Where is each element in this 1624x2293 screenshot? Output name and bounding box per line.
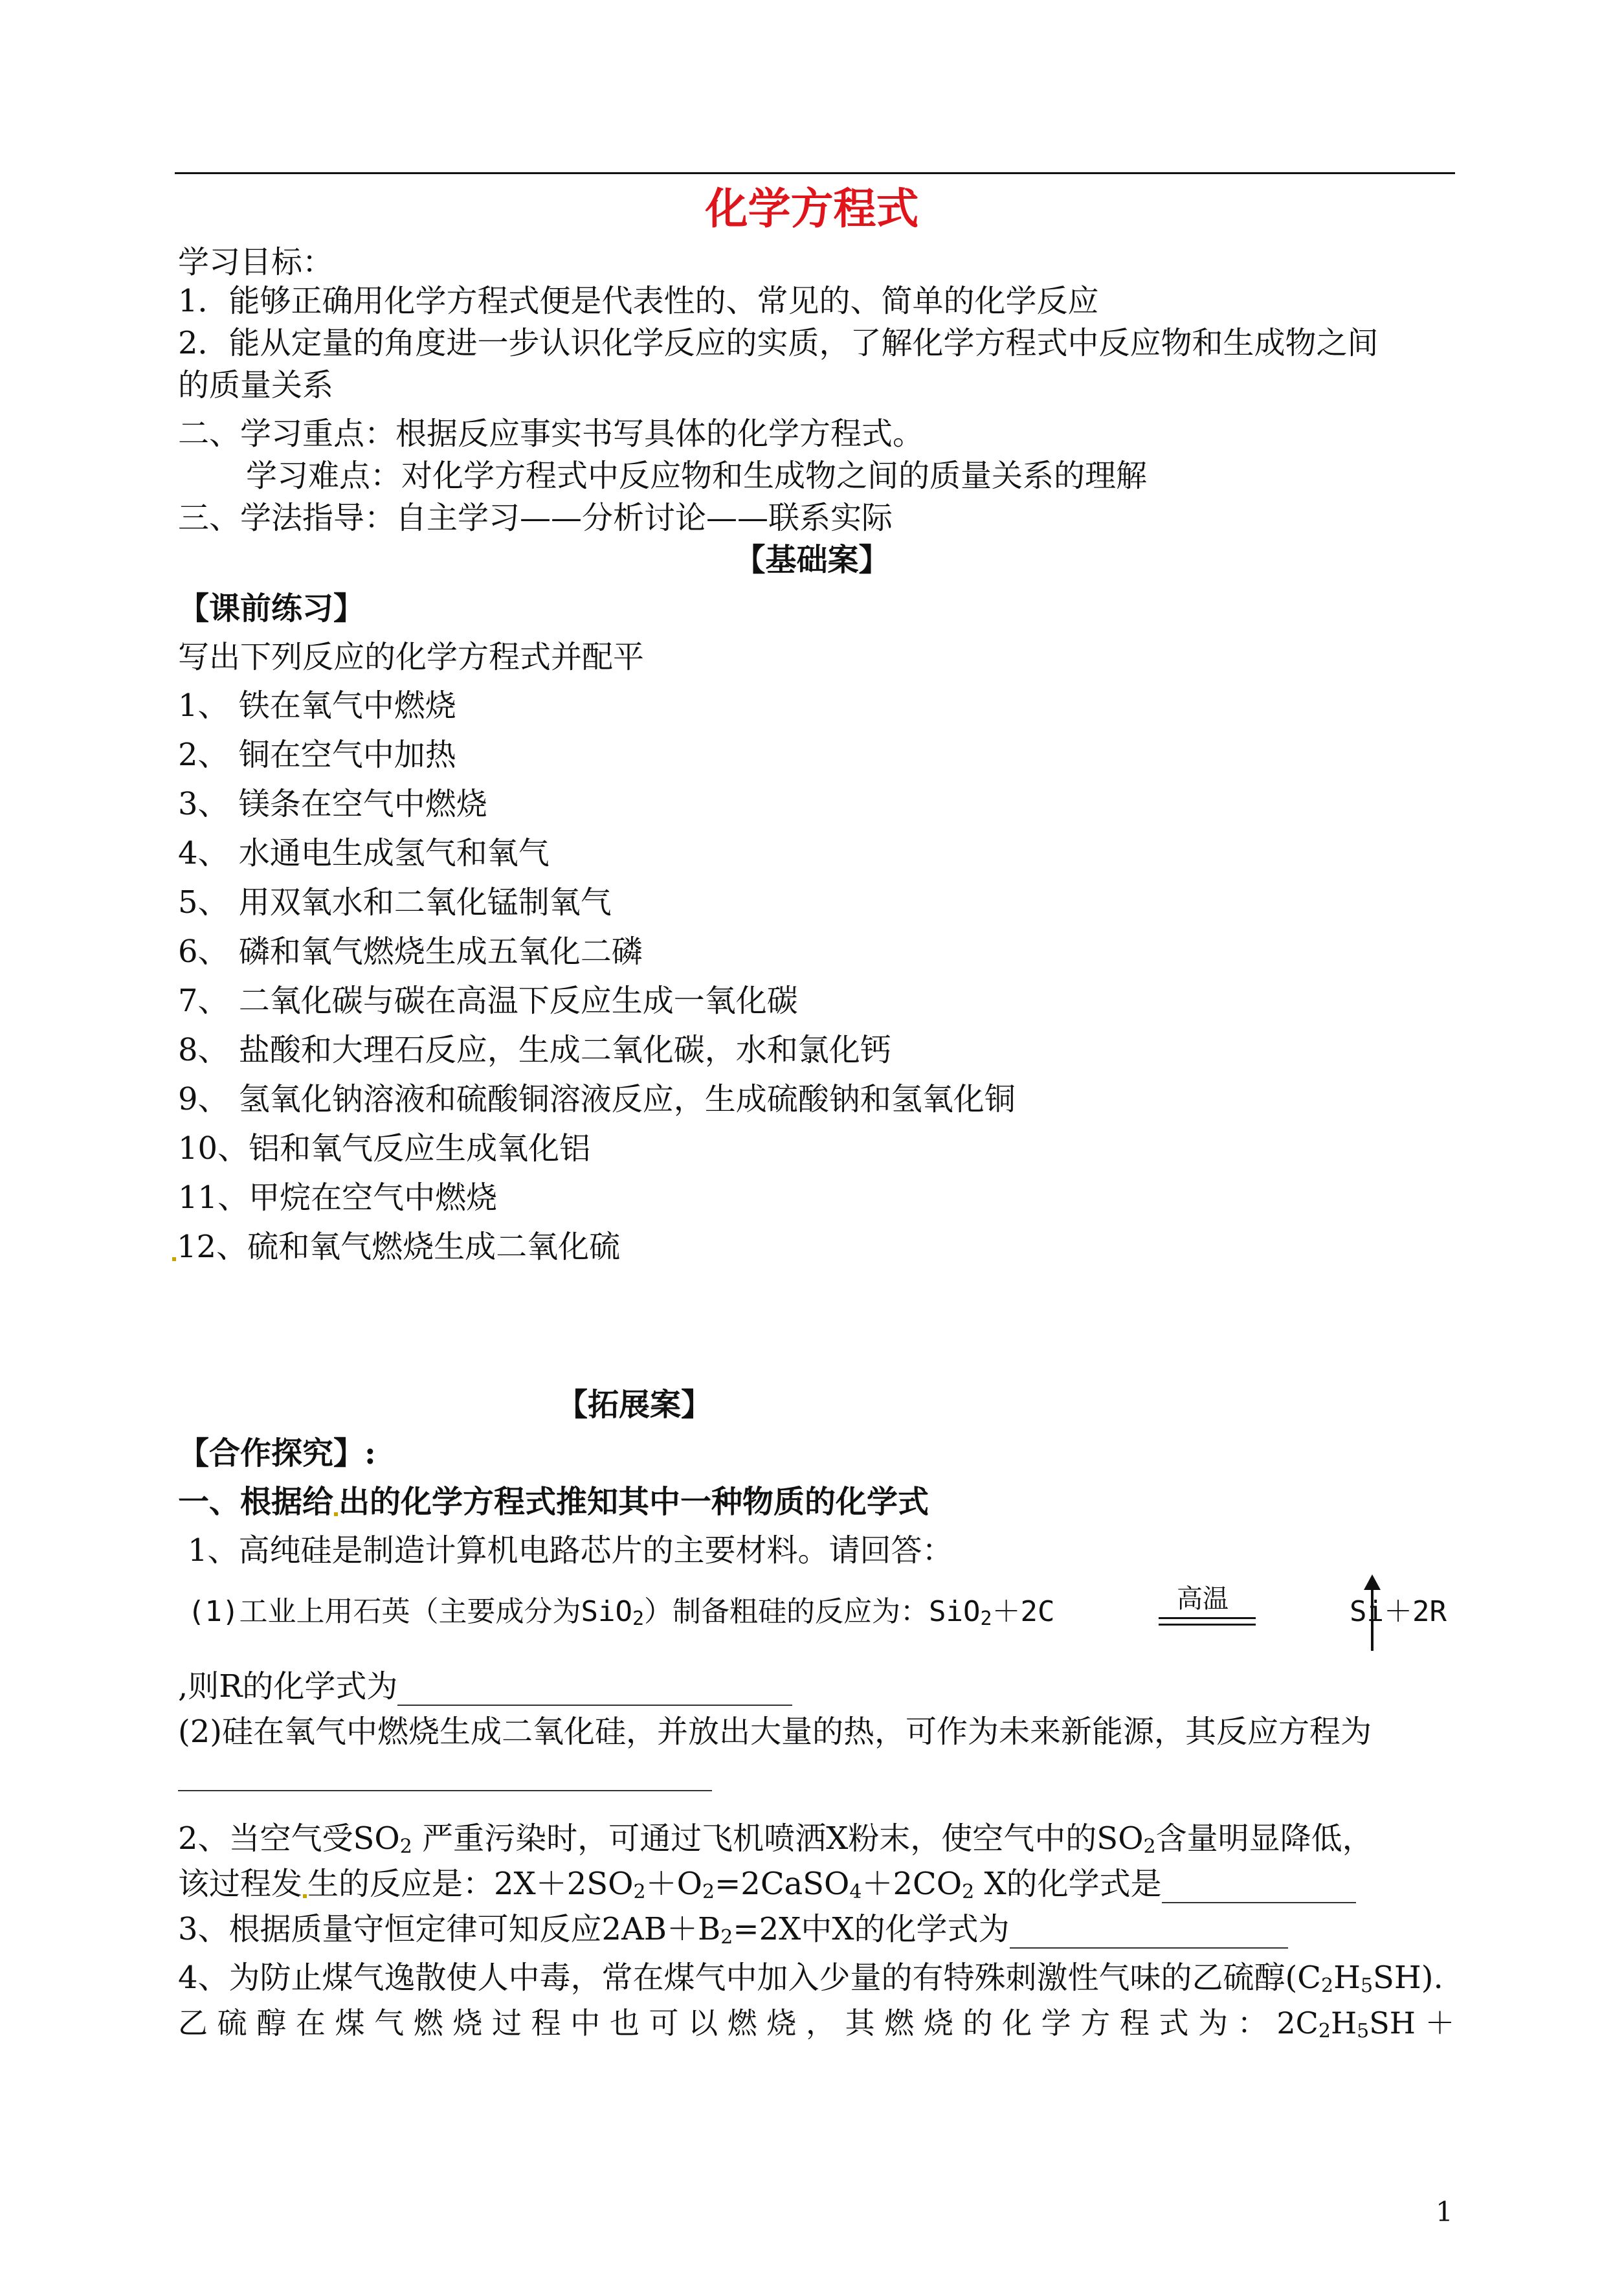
reaction-item: 10、铝和氧气反应生成氧化铝 — [178, 1130, 591, 1167]
extension-section-heading: 【拓展案】 — [557, 1387, 713, 1423]
exercise-instruction: 写出下列反应的化学方程式并配平 — [178, 639, 645, 675]
q1-intro: 1、高纯硅是制造计算机电路芯片的主要材料。请回答： — [188, 1532, 953, 1569]
basic-section-heading: 【基础案】 — [734, 542, 890, 578]
marker-dot — [172, 1257, 176, 1261]
q1-part2: (2)硅在氧气中燃烧生成二氧化硅，并放出大量的热，可作为未来新能源，其反应方程为 — [178, 1714, 1372, 1750]
reaction-item: 3、 镁条在空气中燃烧 — [178, 786, 487, 822]
reaction-item: 2、 铜在空气中加热 — [178, 737, 456, 773]
reaction-item: 6、 磷和氧气燃烧生成五氧化二磷 — [178, 934, 643, 970]
key-point: 二、学习重点：根据反应事实书写具体的化学方程式。 — [178, 416, 924, 452]
marker-dot — [334, 1512, 338, 1516]
objective-2a: 2．能从定量的角度进一步认识化学反应的实质，了解化学方程式中反应物和生成物之间 — [178, 325, 1379, 361]
answer-blank[interactable] — [397, 1672, 792, 1706]
q1-answer-prompt: ,则R的化学式为 — [178, 1667, 792, 1706]
q3-line: 3、根据质量守恒定律可知反应$2AB+B_2=2X$中X的化学式为 — [178, 1910, 1288, 1949]
reaction-item: 1、 铁在氧气中燃烧 — [178, 688, 456, 724]
answer-blank[interactable] — [1162, 1870, 1356, 1903]
marker-dot — [303, 1894, 307, 1898]
reaction-item: 8、 盐酸和大理石反应，生成二氧化碳，水和氯化钙 — [178, 1032, 891, 1068]
reaction-item: 9、 氢氧化钠溶液和硫酸铜溶液反应，生成硫酸钠和氢氧化铜 — [178, 1081, 1016, 1117]
part1-heading: 一、根据给 出的化学方程式推知其中一种物质的化学式 — [178, 1484, 929, 1520]
study-method: 三、学法指导：自主学习——分析讨论——联系实际 — [178, 500, 893, 536]
q4-line1: 4、为防止煤气逸散使人中毒，常在煤气中加入少量的有特殊刺激性气味的乙硫醇$(C_2H_5SH)$. — [178, 1960, 1443, 1997]
objective-1: 1．能够正确用化学方程式便是代表性的、常见的、简单的化学反应 — [178, 283, 1099, 319]
objectives-heading: 学习目标： — [178, 244, 334, 280]
q2-line2: 该过程发 生的反应是：$2X+2SO_2+O_2=2CaSO_4+2CO_2$ X的化学式是 — [178, 1864, 1356, 1903]
answer-blank[interactable] — [178, 1790, 712, 1791]
reaction-item: 12、硫和氧气燃烧生成二氧化硫 — [172, 1227, 620, 1266]
reaction-item: 5、 用双氧水和二氧化锰制氧气 — [178, 884, 612, 921]
q1-product: Si＋2R — [1350, 1595, 1447, 1628]
answer-blank[interactable] — [1010, 1915, 1288, 1949]
equals-bar-top — [1159, 1617, 1256, 1619]
q2-line1: 2、当空气受$SO_2$ 严重污染时，可通过飞机喷洒X粉末，使空气中的$SO_2$含量明显降低， — [178, 1820, 1374, 1858]
objective-2b: 的质量关系 — [178, 367, 334, 403]
reaction-item: 4、 水通电生成氢气和氧气 — [178, 835, 550, 871]
reaction-item: 11、甲烷在空气中燃烧 — [178, 1180, 498, 1216]
reaction-condition: 高温 — [1177, 1584, 1229, 1614]
cooperate-heading: 【合作探究】: — [178, 1435, 376, 1471]
page-number: 1 — [1436, 2196, 1453, 2228]
page-title: 化学方程式 — [705, 183, 919, 234]
difficulty: 学习难点：对化学方程式中反应物和生成物之间的质量关系的理解 — [246, 458, 1148, 494]
header-rule — [175, 172, 1455, 174]
equals-bar-bottom — [1159, 1624, 1256, 1626]
pre-exercise-heading: 【课前练习】 — [178, 590, 365, 627]
reaction-item: 7、 二氧化碳与碳在高温下反应生成一氧化碳 — [178, 983, 798, 1019]
q4-line2: 乙 硫 醇 在 煤 气 燃 烧 过 程 中 也 可 以 燃 烧 ， 其 燃 烧 的 化 学 方 程 式 为 ： $2C_2H_5SH$ ＋ — [178, 2006, 1455, 2042]
q1-part1: (1)工业上用石英（主要成分为SiO$_2$）制备粗硅的反应为：SiO$_2$＋2C — [188, 1595, 1055, 1630]
